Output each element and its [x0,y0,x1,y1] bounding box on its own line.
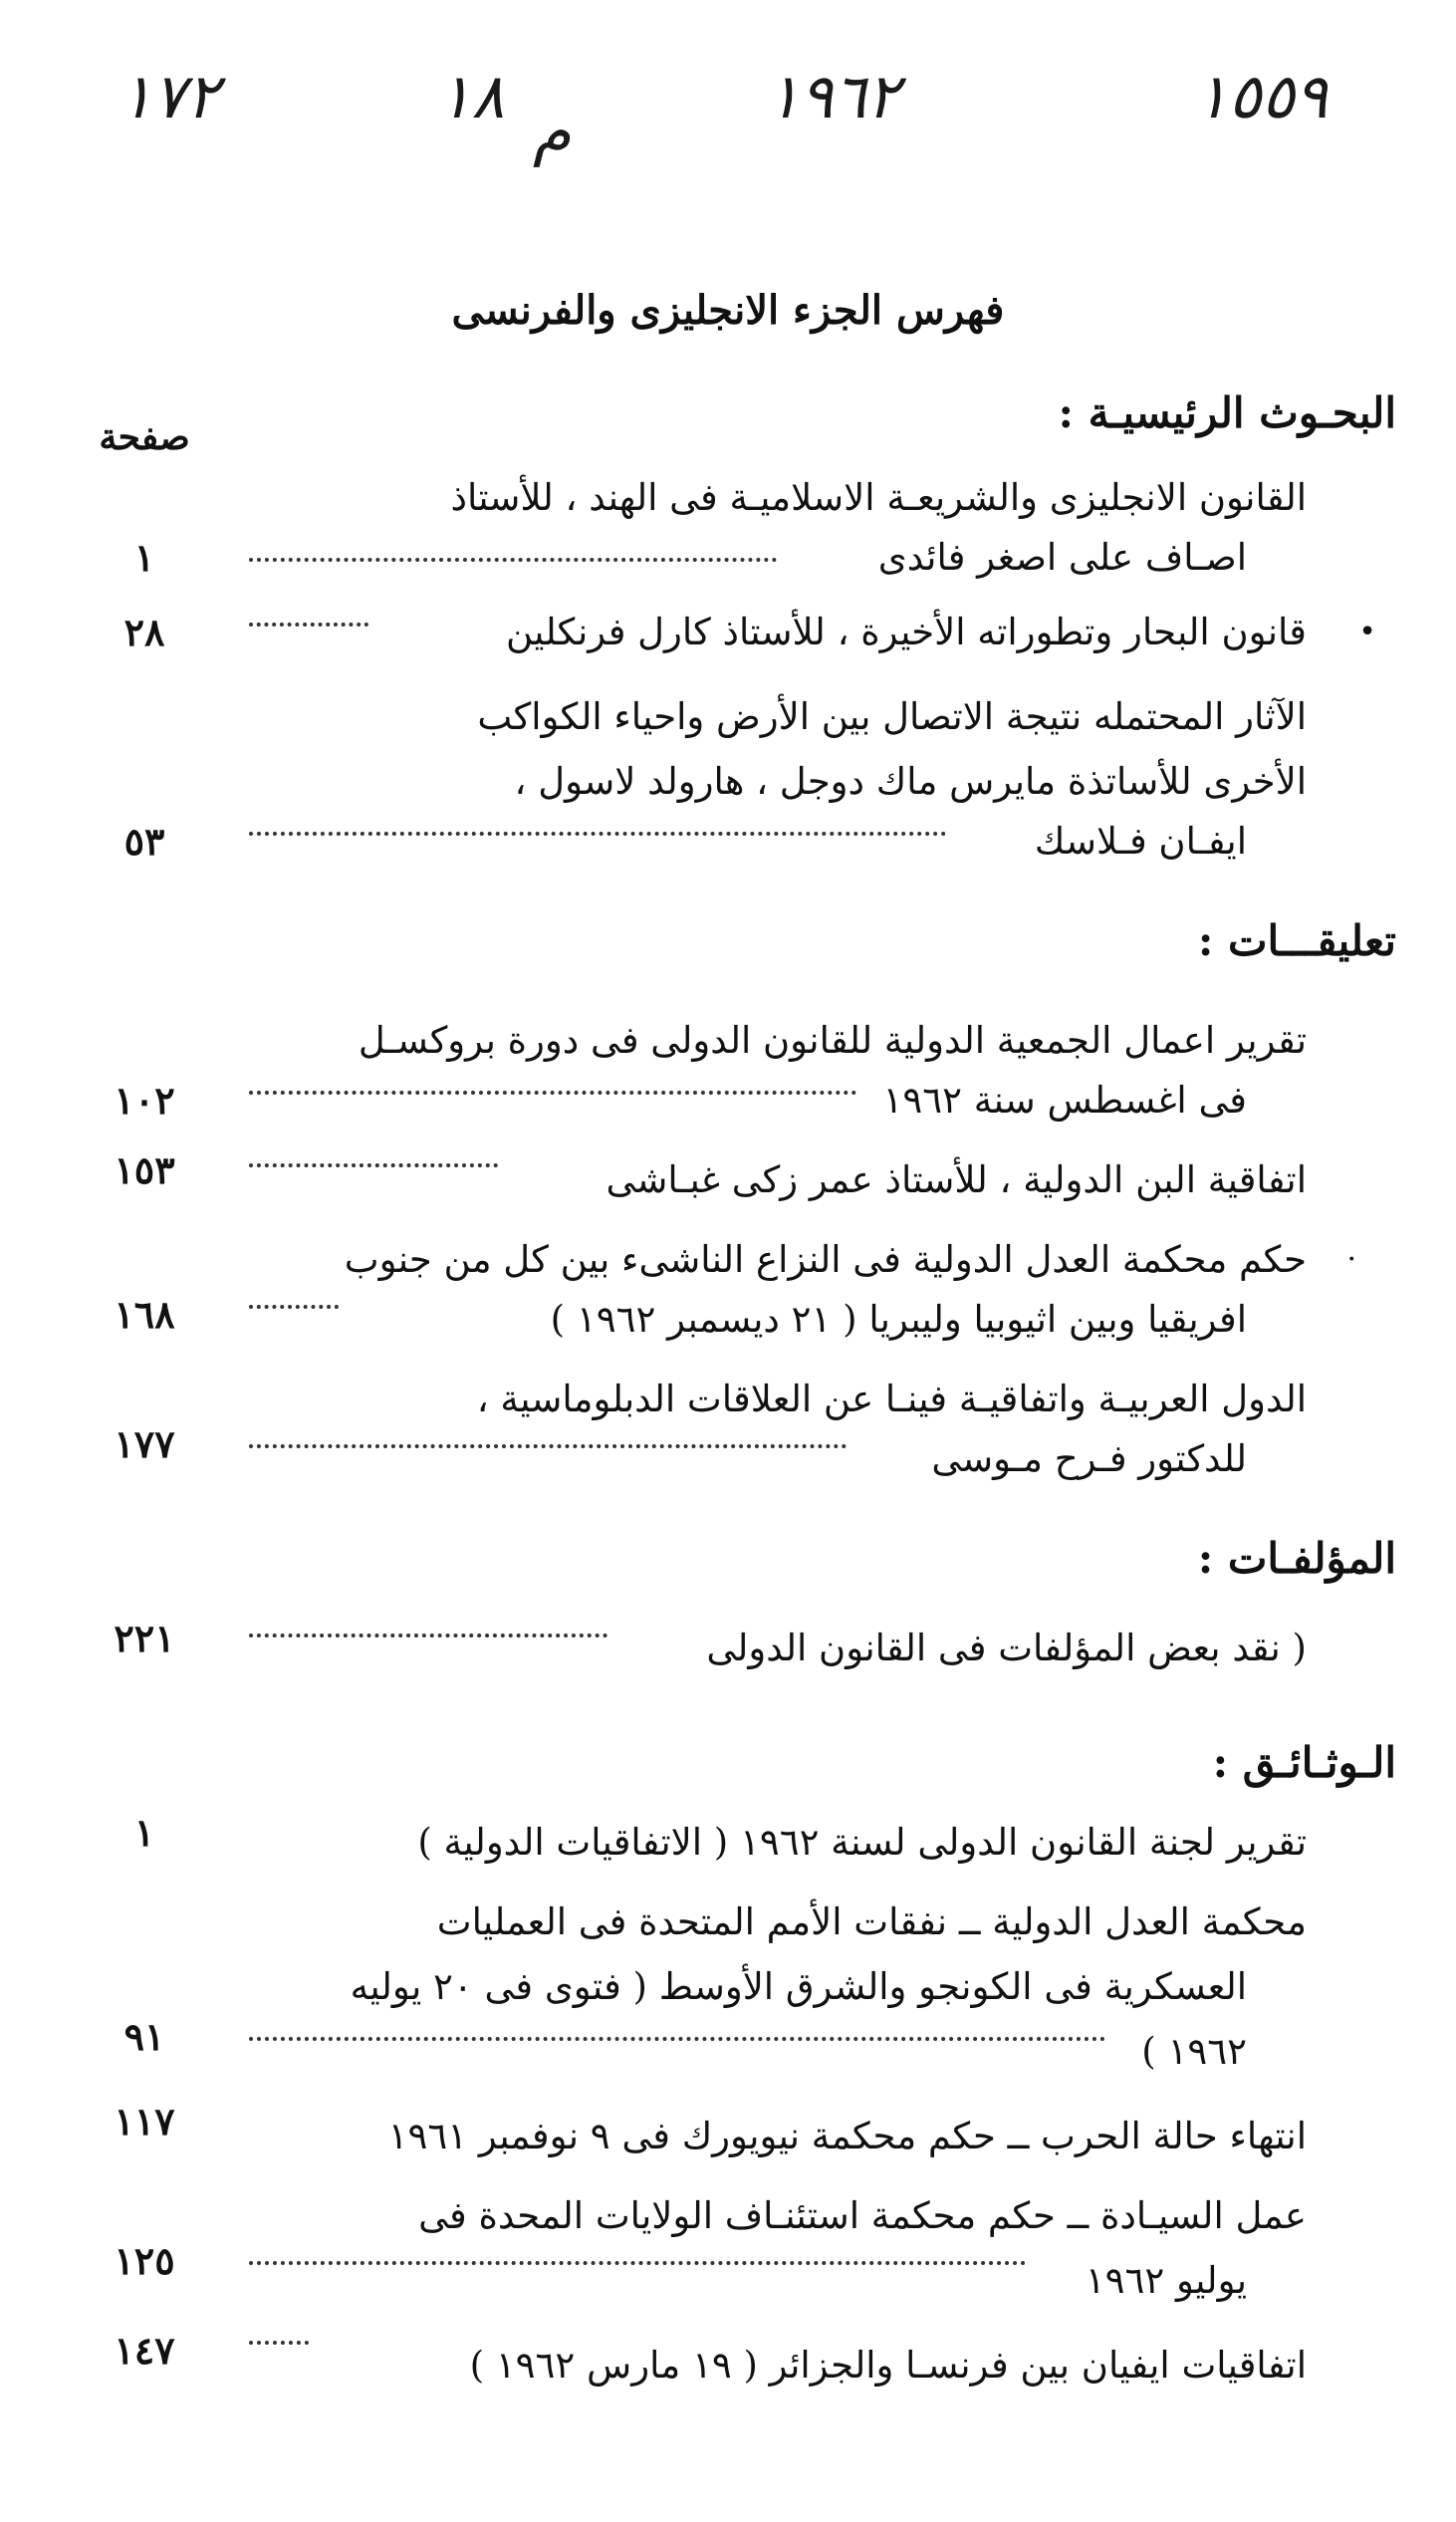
entry-line: افريقيا وبين اثيوبيا وليبريا ( ٢١ ديسمبر ١٩٦٢ ) [550,1298,1247,1341]
dot-leader [249,1163,498,1167]
entry-line: تقرير لجنة القانون الدولى لسنة ١٩٦٢ ( الاتفاقيات الدولية ) [417,1821,1307,1864]
entry-line: فى اغسطس سنة ١٩٦٢ [882,1079,1247,1122]
page-number: ٢٢١ [114,1616,175,1660]
bullet-mark: • [1358,615,1376,649]
entry-line: حكم محكمة العدل الدولية فى النزاع الناشىء بين كل من جنوب [344,1238,1307,1281]
page-number: ١١٧ [114,2099,175,2144]
bullet-mark: · [1346,1242,1356,1277]
section-heading-main-research: البحـوث الرئيسيـة : [1058,388,1396,437]
page-number: ١٦٨ [114,1292,175,1337]
handwritten-number-1: ١٧٢ [120,60,219,132]
page-number: ١٥٣ [114,1147,175,1192]
entry-line: الأخرى للأساتذة مايرس ماك دوجل ، هارولد لاسول ، [514,760,1307,803]
handwritten-letter: م [533,95,572,167]
entry-line: عمل السيـادة ــ حكم محكمة استئنـاف الولايات المحدة فى [418,2194,1307,2237]
page-number: ١ [133,1810,155,1855]
entry-line: اتفاقية البن الدولية ، للأستاذ عمر زكى غبـاشى [606,1158,1307,1201]
entry-line: اصـاف على اصغر فائدى [877,536,1247,579]
section-heading-publications: المؤلفـات : [1197,1534,1396,1583]
dot-leader [249,2341,309,2345]
entry-line: ١٩٦٢ ) [1141,2030,1247,2073]
entry-line: محكمة العدل الدولية ــ نفقات الأمم المتحدة فى العمليات [436,1900,1307,1943]
section-heading-documents: الـوثـائـق : [1212,1738,1396,1787]
entry-line: اتفاقيات ايفيان بين فرنسـا والجزائر ( ١٩ مارس ١٩٦٢ ) [469,2344,1307,2387]
entry-line: ايفـان فـلاسك [1034,820,1247,863]
entry-line: الآثار المحتمله نتيجة الاتصال بين الأرض واحياء الكواكب [477,695,1307,738]
entry-line: للدكتور فـرح مـوسى [931,1437,1247,1480]
dot-leader [249,1444,847,1448]
page-number: ١٠٢ [114,1078,175,1123]
handwritten-number-3: ١٥٥٩ [1195,60,1329,132]
page-number: ١٧٧ [114,1421,175,1466]
entry-line: ( نقد بعض المؤلفات فى القانون الدولى [706,1627,1307,1669]
handwritten-year: ١٩٦٢ [767,60,900,132]
entry-line: يوليو ١٩٦٢ [1085,2259,1247,2302]
page-title: فهرس الجزء الانجليزى والفرنسى [451,287,1005,334]
dot-leader [249,1305,339,1309]
entry-line: انتهاء حالة الحرب ــ حكم محكمة نيويورك فى ٩ نوفمبر ١٩٦١ [387,2115,1307,2157]
entry-line: تقرير اعمال الجمعية الدولية للقانون الدولى فى دورة بروكسـل [358,1019,1307,1062]
dot-leader [249,623,368,627]
section-heading-comments: تعليقـــات : [1197,916,1396,965]
entry-line: قانون البحار وتطوراته الأخيرة ، للأستاذ كارل فرنكلين [505,611,1307,653]
entry-line: العسكرية فى الكونجو والشرق الأوسط ( فتوى فى ٢٠ يوليه [350,1965,1247,2008]
page-number: ١ [133,535,155,580]
dot-leader [249,1634,607,1638]
entry-line: القانون الانجليزى والشريعـة الاسلاميـة فى الهند ، للأستاذ [450,476,1307,519]
entry-line: الدول العربيـة واتفاقيـة فينـا عن العلاقات الدبلوماسية ، [476,1378,1307,1420]
dot-leader [249,832,946,836]
page-column-header: صفحة [99,416,190,458]
dot-leader [249,1091,856,1095]
page-number: ١٢٥ [114,2238,175,2283]
page-number: ٥٣ [123,819,165,864]
dot-leader [249,558,777,562]
dot-leader [249,2261,1026,2265]
page-number: ٩١ [123,2014,165,2059]
page-number: ١٤٧ [114,2328,175,2373]
page-number: ٢٨ [123,610,165,654]
dot-leader [249,2037,1105,2041]
handwritten-number-2: ١٨ [438,60,505,132]
